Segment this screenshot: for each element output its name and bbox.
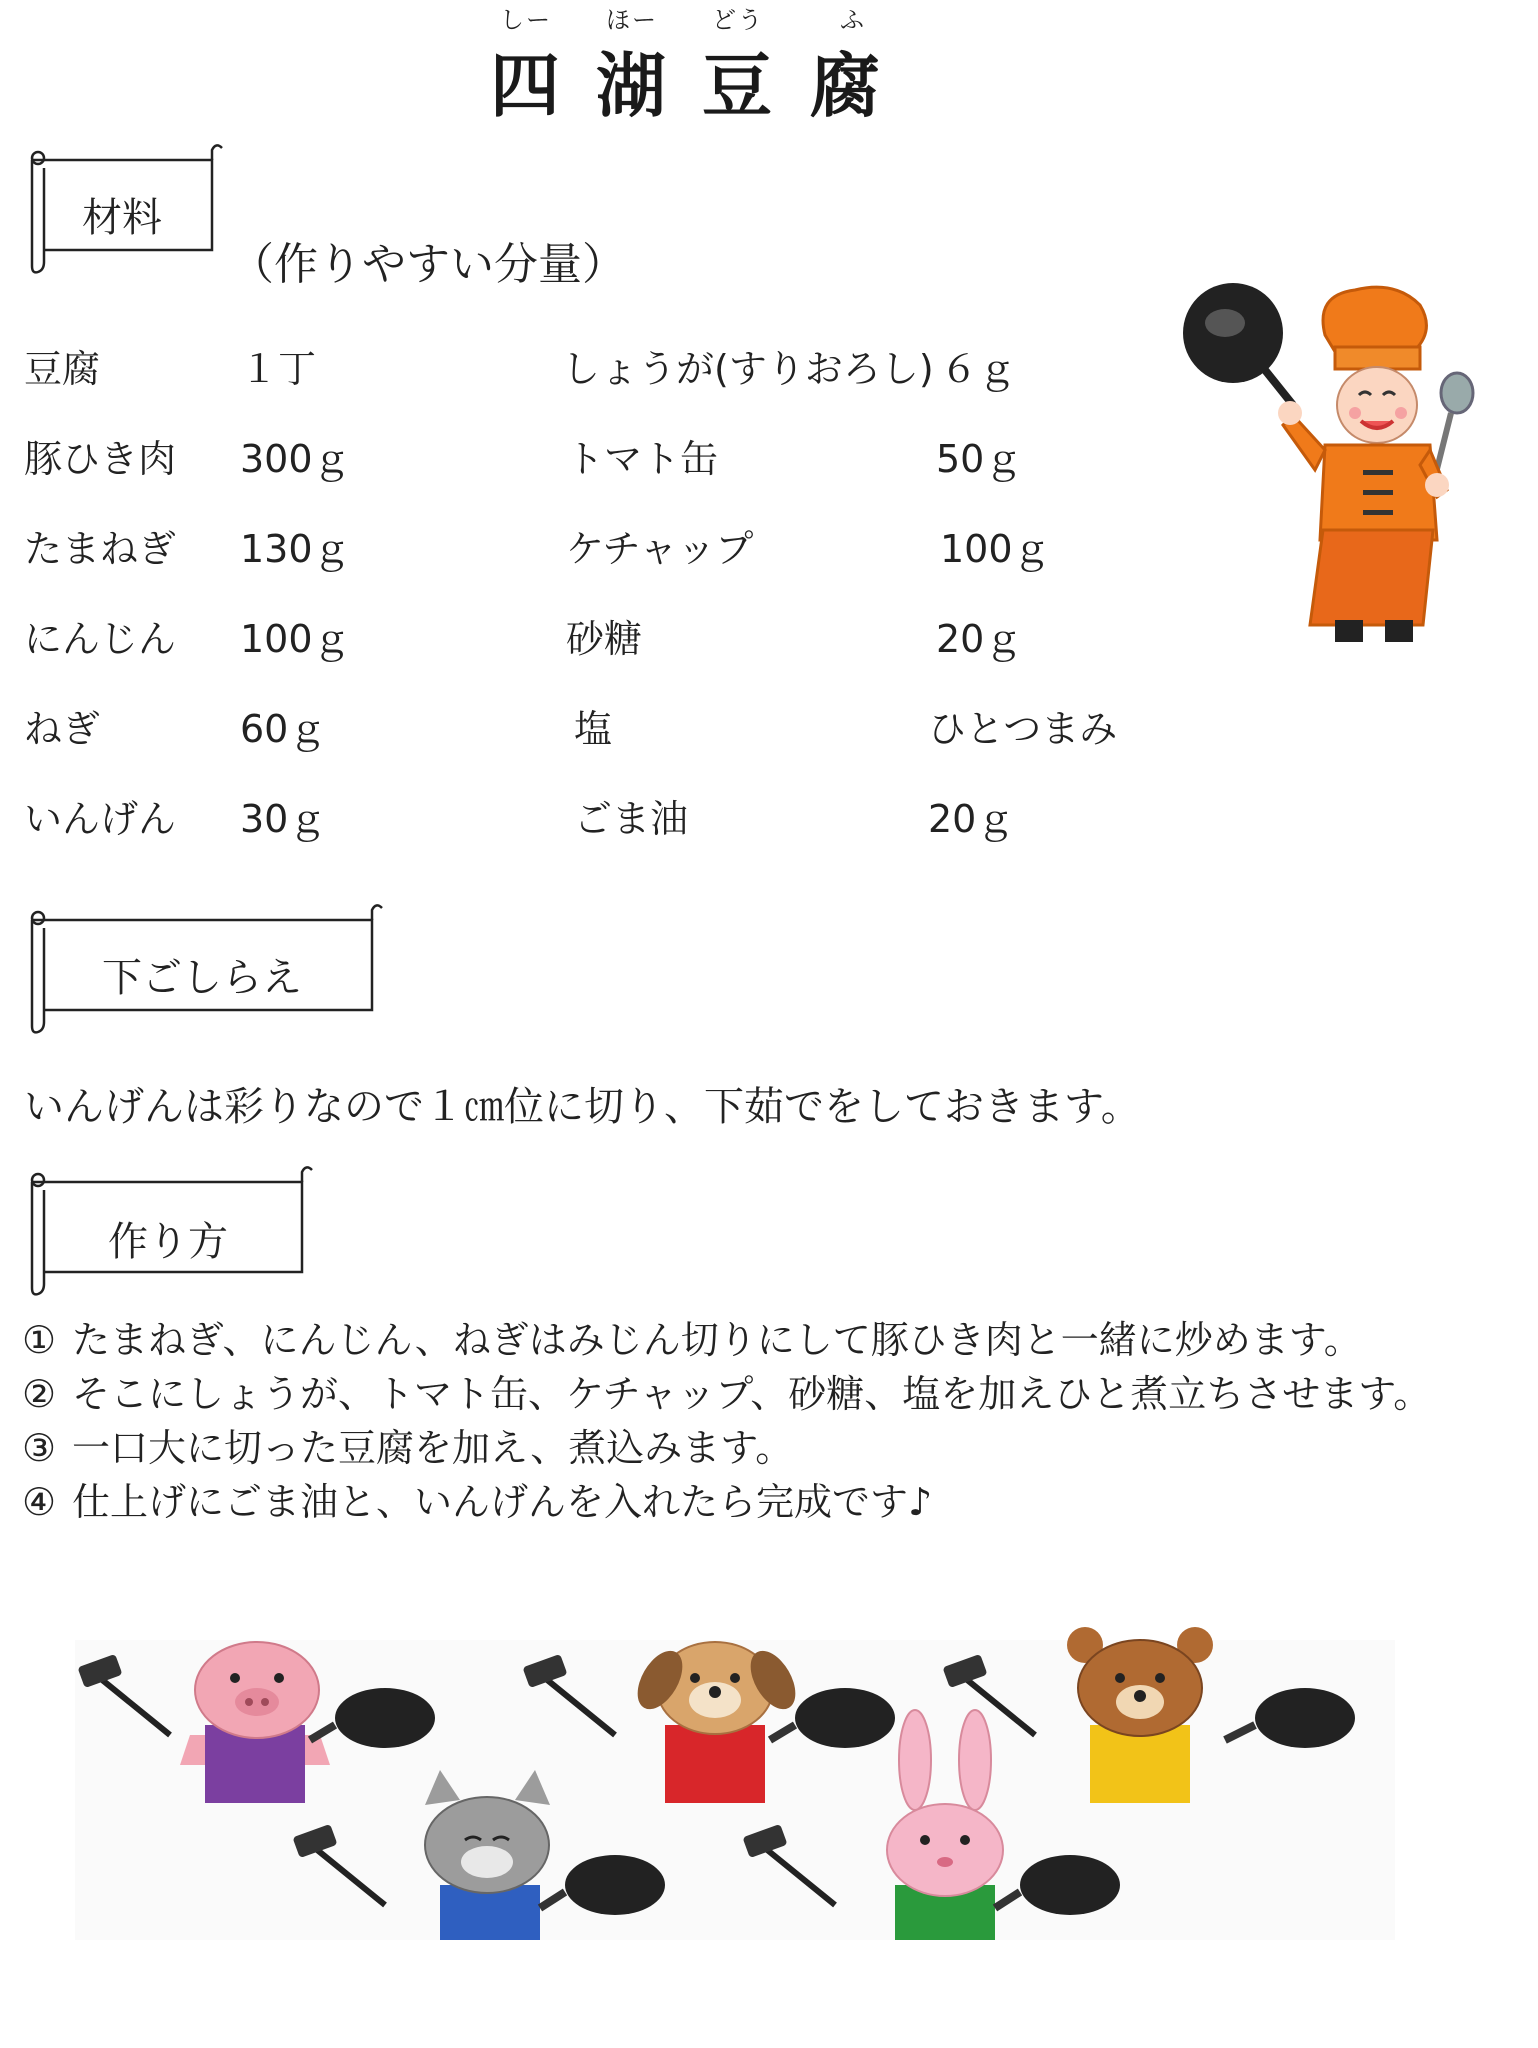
method-label: 作り方	[108, 1219, 228, 1265]
ingredient-amount: 50ｇ	[936, 437, 1023, 481]
step-number: ③	[22, 1426, 57, 1470]
step-text: 仕上げにごま油と、いんげんを入れたら完成です♪	[72, 1480, 933, 1524]
step-text: 一口大に切った豆腐を加え、煮込みます。	[72, 1426, 794, 1470]
step-number: ②	[22, 1372, 57, 1416]
method-steps	[22, 1313, 1431, 1529]
ingredient-amount: １丁	[240, 347, 317, 391]
ingredient-name: トマト缶	[566, 437, 719, 481]
ingredient-amount: 100ｇ	[940, 527, 1051, 571]
ingredient-name: 砂糖	[566, 617, 643, 661]
ingredient-amount: 300ｇ	[240, 437, 351, 481]
ingredient-name: ケチャップ	[566, 527, 754, 571]
ingredient-amount: ６ｇ	[940, 347, 1017, 391]
step-number: ①	[22, 1318, 57, 1362]
step-number: ④	[22, 1480, 57, 1524]
ingredient-name: ねぎ	[24, 707, 101, 751]
title-ruby-1: しー	[500, 6, 552, 34]
ingredient-amount: 30ｇ	[240, 797, 327, 841]
prep-text: いんげんは彩りなので１㎝位に切り、下茹でをしておきます。	[24, 1084, 1141, 1130]
step-4	[22, 1475, 1431, 1529]
page-title	[490, 0, 930, 127]
step-text: そこにしょうが、トマト缶、ケチャップ、砂糖、塩を加えひと煮立ちさせます。	[72, 1372, 1432, 1416]
title-ruby-2: ほー	[606, 6, 658, 34]
ingredient-name: 豆腐	[24, 347, 101, 391]
ingredient-name: しょうが(すりおろし)	[562, 347, 934, 391]
title-char-4: 腐	[810, 45, 880, 127]
ingredient-amount: 60ｇ	[240, 707, 327, 751]
prep-banner	[22, 898, 382, 1033]
prep-label: 下ごしらえ	[102, 955, 302, 1001]
ingredients-label: 材料	[82, 195, 162, 241]
step-text: たまねぎ、にんじん、ねぎはみじん切りにして豚ひき肉と一緒に炒めます。	[72, 1318, 1362, 1362]
ingredient-name: いんげん	[24, 797, 177, 841]
method-banner	[22, 1160, 312, 1295]
ingredients-note: （作りやすい分量）	[230, 239, 626, 290]
ingredient-name: ごま油	[574, 797, 689, 841]
title-char-2: 湖	[596, 45, 666, 127]
ingredient-amount: 100ｇ	[240, 617, 351, 661]
ingredient-name: 豚ひき肉	[24, 437, 177, 481]
ingredient-amount: 20ｇ	[928, 797, 1015, 841]
ingredient-amount: 130ｇ	[240, 527, 351, 571]
chef-icon	[1175, 275, 1505, 655]
title-char-3: 豆	[702, 45, 772, 127]
title-ruby-3: どう	[712, 6, 764, 34]
animal-cooks-illustration	[75, 1640, 1395, 1940]
step-3	[22, 1421, 1431, 1475]
step-1	[22, 1313, 1431, 1367]
ingredient-amount: 20ｇ	[936, 617, 1023, 661]
step-2	[22, 1367, 1431, 1421]
ingredient-name: にんじん	[24, 617, 177, 661]
title-char-1: 四	[490, 45, 560, 127]
ingredient-amount: ひとつまみ	[928, 707, 1118, 751]
ingredients-banner	[22, 138, 222, 273]
title-ruby-4: ふ	[840, 6, 866, 34]
ingredient-name: たまねぎ	[24, 527, 177, 571]
ingredient-name: 塩	[574, 707, 613, 751]
